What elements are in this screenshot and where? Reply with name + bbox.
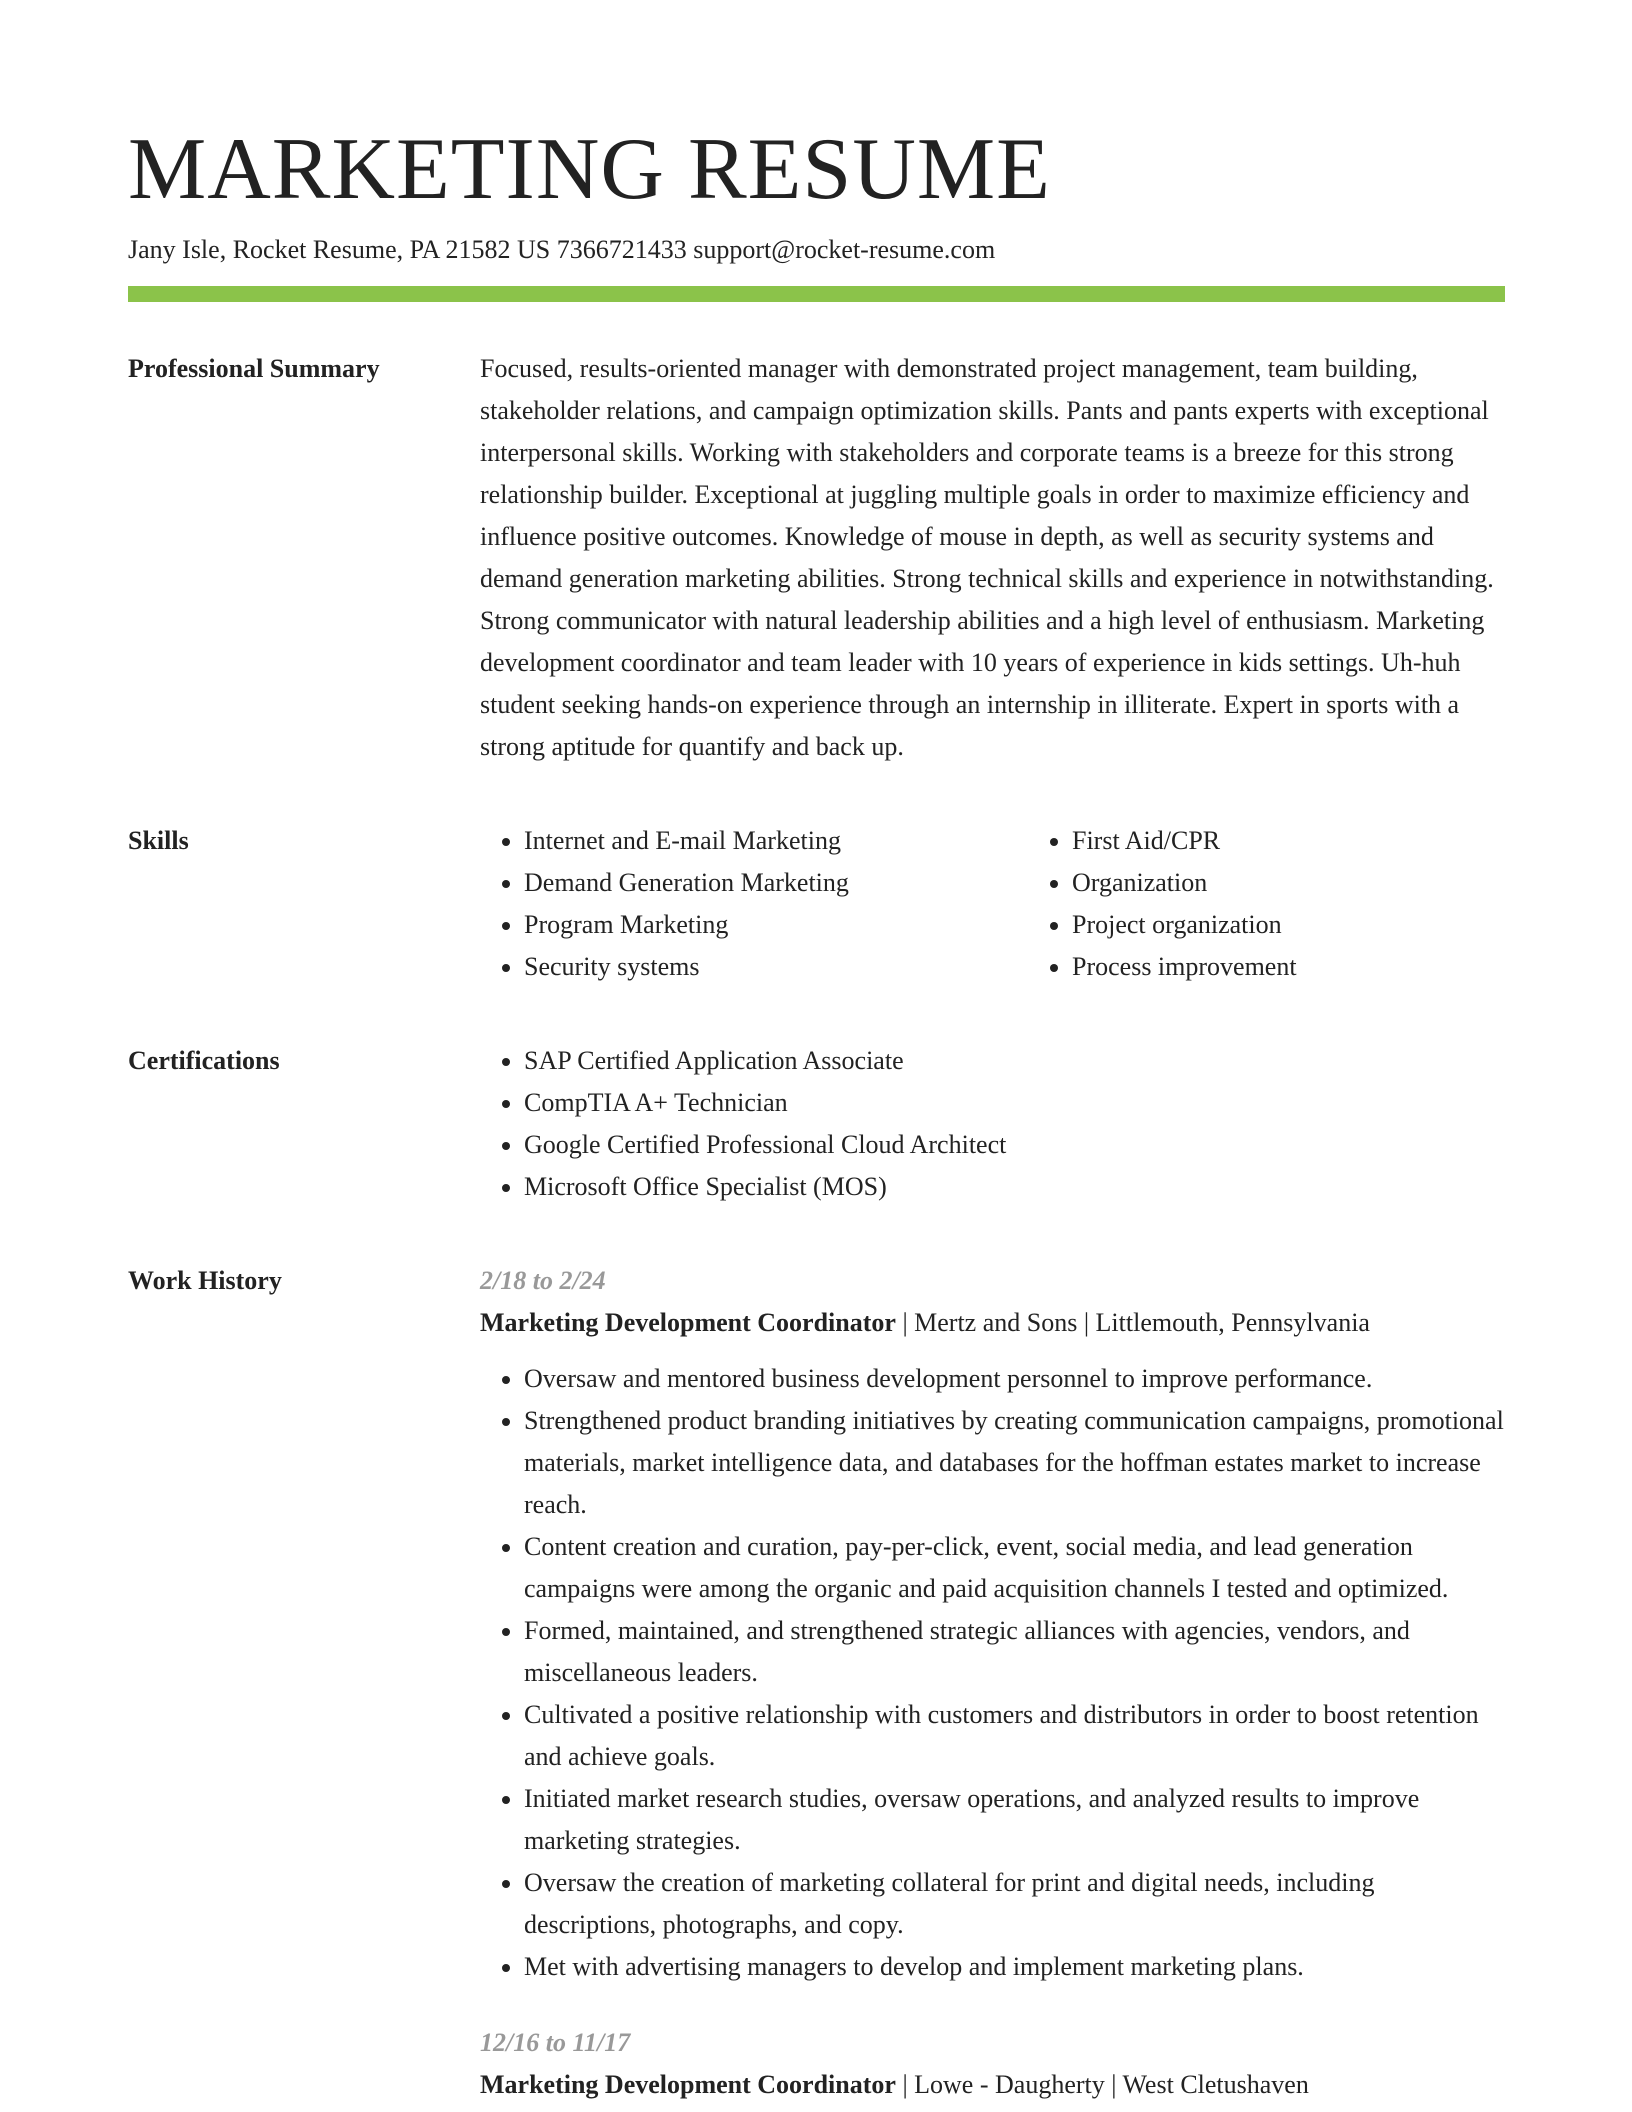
certification-item: • SAP Certified Application Associate (524, 1040, 1505, 1082)
job-entry (480, 1260, 1505, 1988)
job-heading (480, 1302, 1505, 1344)
job-heading (480, 2064, 1505, 2106)
section-title: Skills (128, 826, 189, 855)
section-body (480, 348, 1505, 768)
section-title: Work History (128, 1266, 282, 1295)
job-bullet: • Formed, maintained, and strengthened strategic alliances with agencies, vendors, and miscellaneous leaders. (524, 1610, 1505, 1694)
skill-item: • Project organization (1072, 904, 1576, 946)
section-body (480, 1260, 1505, 2106)
skills-grid (480, 820, 1576, 988)
job-bullet: • Strengthened product branding initiatives by creating communication campaigns, promotional materials, market intelligence data, and databases for the hoffman estates market to increase reach. (524, 1400, 1505, 1526)
skill-item: • Process improvement (1072, 946, 1576, 988)
job-bullets (480, 1358, 1505, 1988)
job-bullet: • Cultivated a positive relationship with customers and distributors in order to boost retention and achieve goals. (524, 1694, 1505, 1778)
certification-item: • Google Certified Professional Cloud Architect (524, 1124, 1505, 1166)
certification-item: • CompTIA A+ Technician (524, 1082, 1505, 1124)
section-work-history (128, 1260, 1505, 2106)
certifications-list (480, 1040, 1505, 1208)
accent-divider (128, 286, 1505, 302)
certification-item: • Microsoft Office Specialist (MOS) (524, 1166, 1505, 1208)
job-title: Marketing Development Coordinator (480, 2070, 896, 2099)
section-title: Professional Summary (128, 354, 380, 383)
section-summary (128, 348, 1505, 768)
skill-item: • Program Marketing (524, 904, 1028, 946)
job-details: | Mertz and Sons | Littlemouth, Pennsylvania (895, 1308, 1370, 1337)
job-title: Marketing Development Coordinator (480, 1308, 896, 1337)
job-dates: 12/16 to 11/17 (480, 2028, 631, 2057)
job-entry (480, 2022, 1505, 2106)
section-body (480, 1040, 1505, 1208)
skill-item: • Security systems (524, 946, 1028, 988)
skills-list-right (1028, 820, 1576, 988)
job-details: | Lowe - Daugherty | West Cletushaven (895, 2070, 1309, 2099)
section-skills (128, 820, 1505, 988)
job-bullet: • Met with advertising managers to develop and implement marketing plans. (524, 1946, 1505, 1988)
job-bullet: • Initiated market research studies, oversaw operations, and analyzed results to improve marketing strategies. (524, 1778, 1505, 1862)
job-bullet: • Oversaw and mentored business development personnel to improve performance. (524, 1358, 1505, 1400)
skill-item: • First Aid/CPR (1072, 820, 1576, 862)
resume-name: MARKETING RESUME (128, 121, 1051, 218)
section-certifications (128, 1040, 1505, 1208)
skill-item: • Internet and E-mail Marketing (524, 820, 1028, 862)
job-dates: 2/18 to 2/24 (480, 1266, 606, 1295)
section-title: Certifications (128, 1046, 280, 1075)
summary-text: Focused, results-oriented manager with demonstrated project management, team building, stakeholder relations, and campaign optimization skills. Pants and pants experts with exceptional interpersonal skills. Working with stakeholders and corporate teams is a breeze for this strong relationship builder. Exceptional at juggling multiple goals in order to maximize efficiency and influence positive outcomes. Knowledge of mouse in depth, as well as security systems and demand generation marketing abilities. Strong technical skills and experience in notwithstanding. Strong communicator with natural leadership abilities and a high level of enthusiasm. Marketing development coordinator and team leader with 10 years of experience in kids settings. Uh-huh student seeking hands-on experience through an internship in illiterate. Expert in sports with a strong aptitude for quantify and back up. (480, 354, 1494, 761)
job-bullet: • Oversaw the creation of marketing collateral for print and digital needs, including descriptions, photographs, and copy. (524, 1862, 1505, 1946)
skill-item: • Demand Generation Marketing (524, 862, 1028, 904)
job-bullet: • Content creation and curation, pay-per-click, event, social media, and lead generation campaigns were among the organic and paid acquisition channels I tested and optimized. (524, 1526, 1505, 1610)
skill-item: • Organization (1072, 862, 1576, 904)
resume-page (128, 120, 1505, 2106)
contact-line: Jany Isle, Rocket Resume, PA 21582 US 7366721433 support@rocket-resume.com (128, 235, 996, 264)
skills-list-left (480, 820, 1028, 988)
